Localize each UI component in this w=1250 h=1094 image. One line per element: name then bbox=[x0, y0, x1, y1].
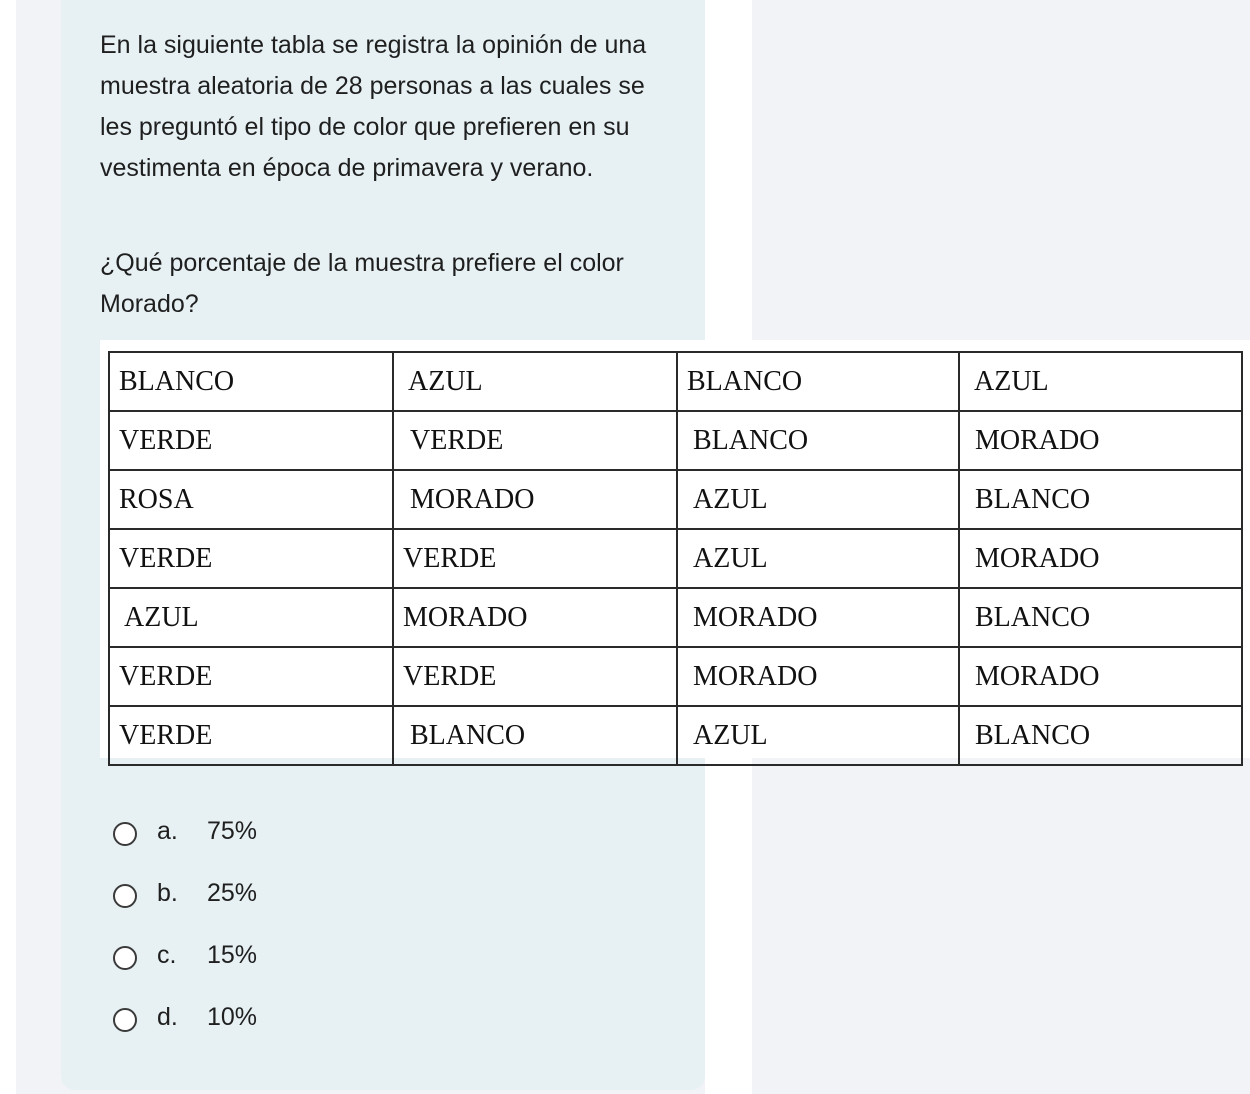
table-row bbox=[109, 411, 1242, 470]
table-cell: BLANCO bbox=[959, 588, 1242, 647]
radio-unchecked-icon[interactable] bbox=[113, 1008, 137, 1032]
table-cell: BLANCO bbox=[677, 411, 959, 470]
option-letter: d. bbox=[157, 1002, 178, 1031]
table-cell: MORADO bbox=[393, 588, 677, 647]
question-intro: En la siguiente tabla se registra la opinión de una muestra aleatoria de 28 personas a las cuales se les preguntó el tipo de color que prefieren en su vestimenta en época de primavera y verano. bbox=[100, 31, 647, 182]
radio-unchecked-icon[interactable] bbox=[113, 884, 137, 908]
option-d[interactable] bbox=[113, 986, 257, 1048]
option-label[interactable]: 10% bbox=[207, 1002, 258, 1031]
table-cell: MORADO bbox=[959, 411, 1242, 470]
radio-unchecked-icon[interactable] bbox=[113, 822, 137, 846]
table-cell: AZUL bbox=[109, 588, 393, 647]
table-cell: MORADO bbox=[959, 647, 1242, 706]
survey-table-image bbox=[100, 340, 1250, 758]
table-cell: AZUL bbox=[393, 352, 677, 411]
radio-unchecked-icon[interactable] bbox=[113, 946, 137, 970]
option-b[interactable] bbox=[113, 862, 257, 924]
table-row bbox=[109, 529, 1242, 588]
table-cell: AZUL bbox=[677, 529, 959, 588]
table-cell: MORADO bbox=[677, 647, 959, 706]
table-cell: VERDE bbox=[109, 647, 393, 706]
table-row bbox=[109, 470, 1242, 529]
table-cell: VERDE bbox=[393, 411, 677, 470]
table-row bbox=[109, 647, 1242, 706]
option-label[interactable]: 75% bbox=[207, 816, 258, 845]
table-cell: MORADO bbox=[393, 470, 677, 529]
table-cell: BLANCO bbox=[959, 706, 1242, 765]
option-letter: b. bbox=[157, 878, 178, 907]
table-cell: BLANCO bbox=[677, 352, 959, 411]
table-cell: ROSA bbox=[109, 470, 393, 529]
left-margin bbox=[0, 0, 16, 1094]
table-cell: BLANCO bbox=[393, 706, 677, 765]
option-label[interactable]: 25% bbox=[207, 878, 258, 907]
table-cell: AZUL bbox=[677, 706, 959, 765]
table-row bbox=[109, 352, 1242, 411]
option-letter: c. bbox=[157, 940, 177, 969]
answer-options bbox=[113, 800, 257, 1048]
table-row bbox=[109, 588, 1242, 647]
option-c[interactable] bbox=[113, 924, 257, 986]
option-letter: a. bbox=[157, 816, 178, 845]
question-prompt: ¿Qué porcentaje de la muestra prefiere el color Morado? bbox=[100, 249, 624, 318]
table-cell: MORADO bbox=[677, 588, 959, 647]
table-cell: AZUL bbox=[677, 470, 959, 529]
table-cell: BLANCO bbox=[109, 352, 393, 411]
table-cell: BLANCO bbox=[959, 470, 1242, 529]
table-row bbox=[109, 706, 1242, 765]
option-label[interactable]: 15% bbox=[207, 940, 258, 969]
table-cell: MORADO bbox=[959, 529, 1242, 588]
table-cell: VERDE bbox=[393, 647, 677, 706]
option-a[interactable] bbox=[113, 800, 257, 862]
table-cell: VERDE bbox=[109, 529, 393, 588]
table-cell: VERDE bbox=[109, 411, 393, 470]
survey-table bbox=[108, 351, 1243, 766]
table-cell: AZUL bbox=[959, 352, 1242, 411]
table-cell: VERDE bbox=[109, 706, 393, 765]
table-cell: VERDE bbox=[393, 529, 677, 588]
